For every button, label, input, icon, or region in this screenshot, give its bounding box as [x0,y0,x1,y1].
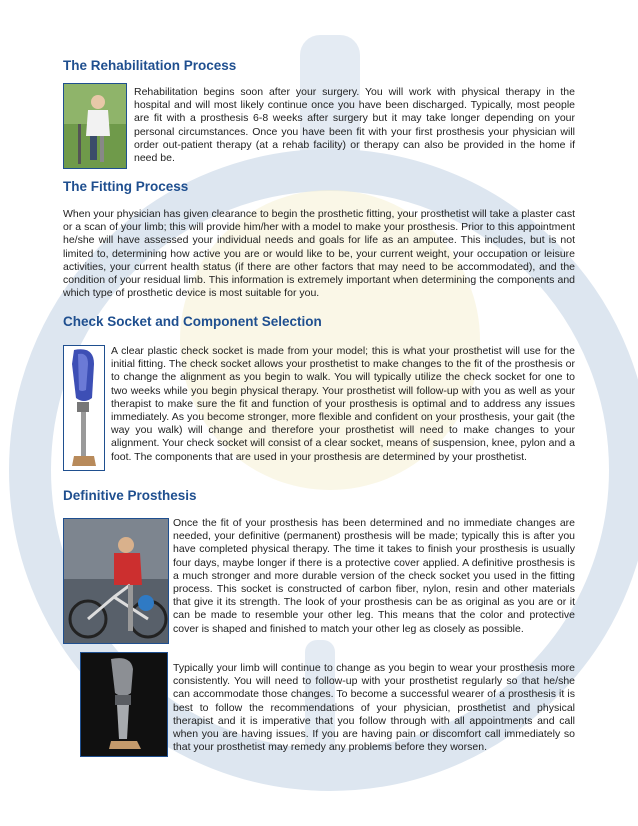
fitting-body: When your physician has given clearance to begin the prosthetic fitting, your prosthetist will take a plaster cast or a scan of your limb; this will provide him/her with a model to make your prosthesis. Prior to this appointment he/she will have assessed your individual needs and goals for life as an amputee. This includes, but is not limited to, determining how active you are or would like to be, your current weight, your occupation or leisure activities, your current health status (if there are other factors that may need to be accommodated), and the condition of your residual limb. This information is extremely important when determining the components and which type of prosthetic device is most suitable for you. [63,208,575,300]
check-socket-photo [63,345,105,471]
definitive-heading: Definitive Prosthesis [63,488,197,503]
rehab-body: Rehabilitation begins soon after your surgery. You will work with physical therapy in the hospital and will most likely continue once you have been discharged. Typically, most people are fit with a prosthesis 6-8 weeks after surgery but it may take longer depending on your personal circumstances. Once you have been fit with your first prosthesis your physician will order out-patient therapy (at a rehab facility) or therapy can also be provided in the home if need be. [134,86,575,165]
prosthesis-photo [80,652,168,757]
fitting-heading: The Fitting Process [63,179,189,194]
rehab-heading: The Rehabilitation Process [63,58,237,73]
check-socket-heading: Check Socket and Component Selection [63,314,322,329]
rehab-photo [63,83,127,169]
definitive-body-1: Once the fit of your prosthesis has been determined and no immediate changes are needed, your definitive (permanent) prosthesis will be made; typically this is after you have completed physical therapy. The time it takes to finish your prosthesis is usually four days, maybe longer if there is a protective cover applied. A definitive prosthesis is a much stronger and more durable version of the check socket you used in the fitting process. This socket is constructed of carbon fiber, nylon, resin and other materials that give it its strength. The look of your prosthesis can be as original as you are or it can be made to resemble your other leg. This means that the color and protective cover is shaped and finished to match your other leg as closely as possible. [173,517,575,635]
check-socket-body: A clear plastic check socket is made from your model; this is what your prosthetist will use for the initial fitting. The check socket allows your prosthetist to make changes to the fit of the prosthesis or to change the alignment as you begin to walk. You will typically utilize the check socket for one to two weeks while you begin physical therapy. Your prosthetist will follow-up with you as well as your therapist to make sure the fit and function of your prosthesis is optimal and to address any issues immediately. As you become stronger, more flexible and confident on your prosthesis, your gait (the way you walk) will change and therefore your prosthetist will need to make changes to your alignment. Your check socket will consist of a clear socket, means of suspension, knee, pylon and a foot. The components that are used in your prosthesis are determined by your prosthetist. [111,345,575,463]
definitive-body-2: Typically your limb will continue to change as you begin to wear your prosthesis more consistently. You will need to follow-up with your prosthetist regularly so that he/she can accommodate those changes. To become a successful wearer of a prosthesis it is best to follow the recommendations of your physician, prosthetist and physical therapist and it is imperative that you follow through with all appointments and call when you are having issues. If you are having pain or discomfort call immediately so that your prosthetist may remedy any problems before they worsen. [173,662,575,754]
cyclist-photo [63,518,169,644]
